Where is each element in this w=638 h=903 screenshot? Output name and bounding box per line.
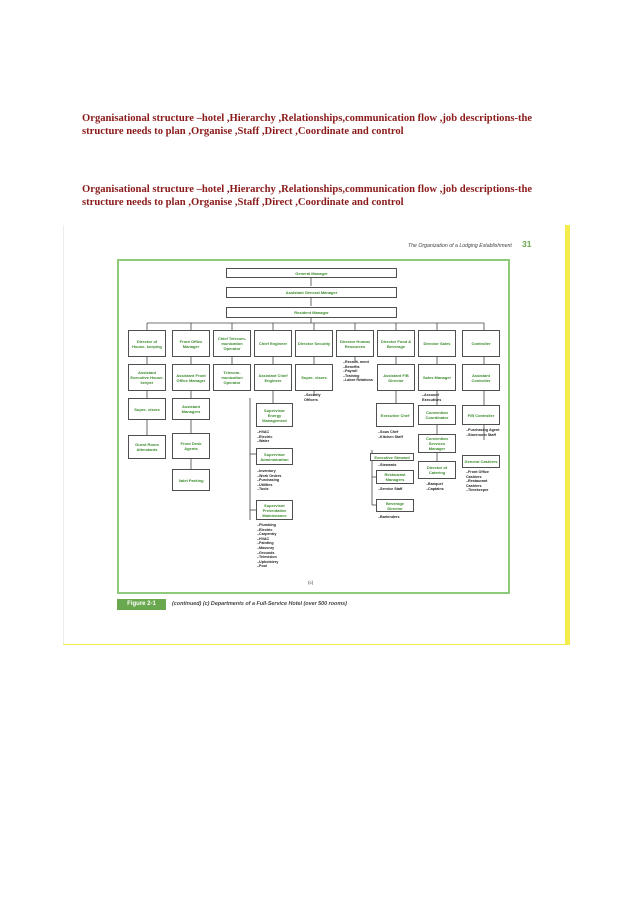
chart-box: Resident Manager <box>226 307 397 318</box>
chart-box: General Manager <box>226 268 397 278</box>
chart-box: Director of Catering <box>418 461 456 479</box>
chart-box: Assistant Front Office Manager <box>172 364 210 391</box>
chart-list: –Inventory –Work Orders –Purchasing –Utilities –Tools <box>257 469 282 492</box>
chart-list: –Security Officers <box>304 393 321 402</box>
chart-box: Assistant General Manager <box>226 287 397 298</box>
chart-box: General Cashiers <box>462 455 500 468</box>
book-page-number: 31 <box>522 239 532 249</box>
chart-box: Telecom- munication Operator <box>213 364 251 391</box>
chart-box: F/B Controller <box>462 405 500 425</box>
chart-list: –Stewards <box>378 463 397 467</box>
figure-label: Figure 2-1 <box>117 599 166 610</box>
chart-list: –Service Staff <box>378 487 403 491</box>
chart-list: –Banquet –Captains <box>426 482 444 491</box>
chart-box: Executive Steward <box>370 453 414 461</box>
chart-box: Chief Telecom- munication Operator <box>213 330 251 357</box>
document-heading-2: Organisational structure –hotel ,Hierarchy ,Relationships,communication flow ,job descriptions-the structure needs to plan ,Organise ,Staff ,Direct ,Coordinate and control <box>82 184 533 208</box>
book-page-header: The Organization of a Lodging Establishment <box>408 243 512 249</box>
chart-list: –Recruit- ment –Benefits –Payroll –Training –Labor Relations <box>343 360 373 383</box>
chart-list: –Purchasing Agent –Storeroom Staff <box>466 428 500 437</box>
chart-list: –Bartenders <box>378 515 400 519</box>
chart-box: Controller <box>462 330 500 357</box>
chart-box: Director Sales <box>418 330 456 357</box>
chart-box: Assistant Executive House- keeper <box>128 364 166 391</box>
chart-box: Supervisor Administration <box>256 448 293 465</box>
chart-box: Front Office Manager <box>172 330 210 357</box>
chart-list: –Plumbing –Electric –Carpentry –HVAC –Painting –Masonry –Grounds –Television –Upholstery –Pool <box>257 523 279 569</box>
chart-list: –HVAC –Electric –Water <box>257 430 273 444</box>
chart-box: Assistant Managers <box>172 398 210 420</box>
chart-box: Supervisor Energy Management <box>256 403 293 427</box>
chart-box: Supervisor Preventative Maintenance <box>256 500 293 520</box>
chart-box: Front Desk Agents <box>172 433 210 459</box>
chart-box: Director Security <box>295 330 333 357</box>
chart-box: Director of House- keeping <box>128 330 166 357</box>
chart-box: Assistant Controller <box>462 364 500 391</box>
chart-box: Guest Room Attendants <box>128 435 166 459</box>
chart-box: Assistant F/B Director <box>377 364 415 391</box>
figure-sub-number: (c) <box>308 580 314 585</box>
chart-box: Super- visors <box>128 398 166 420</box>
figure-caption: (continued) (c) Departments of a Full-Service Hotel (over 500 rooms) <box>172 601 347 607</box>
chart-box: Executive Chef <box>376 403 414 427</box>
chart-box: Director Food & Beverage <box>377 330 415 357</box>
chart-box: Beverage Director <box>376 499 414 512</box>
chart-box: Director Human Resources <box>336 330 374 357</box>
chart-box: Convention Services Manager <box>418 434 456 453</box>
chart-box: Assistant Chief Engineer <box>254 364 292 391</box>
chart-list: –Account Executives <box>422 393 442 402</box>
chart-list: –Front Office Cashiers –Restaurant Cashiers –Timekeeper <box>466 470 489 493</box>
chart-box: Valet Parking <box>172 469 210 491</box>
chart-list: –Sous Chef –Kitchen Staff <box>378 430 403 439</box>
chart-box: Convention Coordinator <box>418 405 456 425</box>
chart-box: Super- visors <box>295 364 333 391</box>
chart-box: Sales Manager <box>418 364 456 391</box>
document-heading-1: Organisational structure –hotel ,Hierarchy ,Relationships,communication flow ,job descriptions-the structure needs to plan ,Organise ,Staff ,Direct ,Coordinate and control <box>82 113 533 137</box>
chart-box: Restaurant Managers <box>376 470 414 484</box>
chart-box: Chief Engineer <box>254 330 292 357</box>
